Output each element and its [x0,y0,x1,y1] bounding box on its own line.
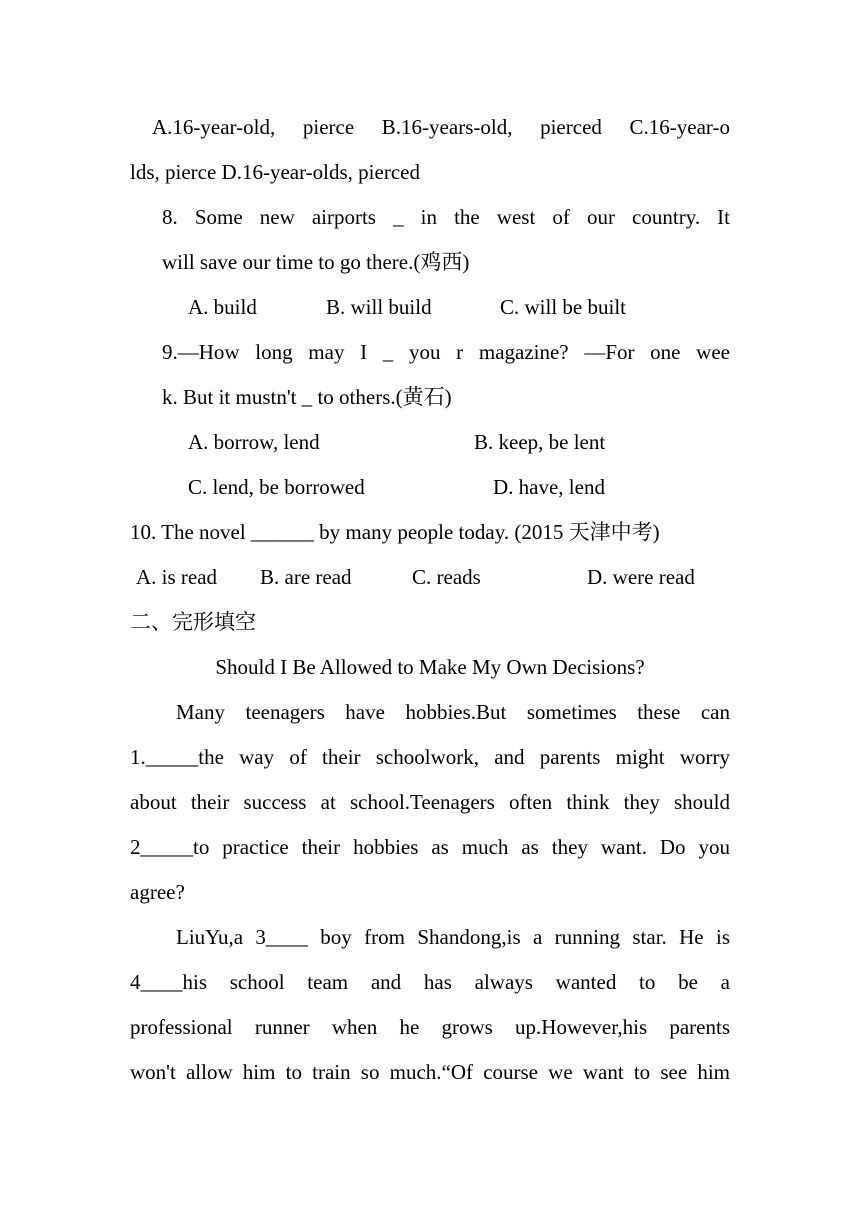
q8-option-b: B. will build [326,295,432,319]
q9-stem-line-2: k. But it mustn't _ to others.(黄石) [162,385,452,409]
passage-line: Many teenagers have hobbies.But sometimes these can [176,700,730,724]
passage-line: won't allow him to train so much.“Of course we want to see him [130,1060,730,1084]
q8-option-c: C. will be built [500,295,626,319]
q8-option-a: A. build [188,295,257,319]
q8-stem-line-2: will save our time to go there.(鸡西) [162,250,470,274]
passage-line: professional runner when he grows up.However,his parents [130,1015,730,1039]
passage-line: about their success at school.Teenagers often think they should [130,790,730,814]
section-heading: 二、完形填空 [130,610,256,634]
q10-option-b: B. are read [260,565,352,589]
q9-option-a: A. borrow, lend [188,430,320,454]
q7-options-line-1: A.16-year-old, pierce B.16-years-old, pierced C.16-year-o [152,115,730,139]
passage-line: agree? [130,880,185,904]
passage-line: LiuYu,a 3____ boy from Shandong,is a running star. He is [176,925,730,949]
q9-stem-line-1: 9.—How long may I _ you r magazine? —For one wee [162,340,730,364]
passage-title: Should I Be Allowed to Make My Own Decisions? [215,655,645,679]
passage-line: 2_____to practice their hobbies as much as they want. Do you [130,835,730,859]
q9-option-c: C. lend, be borrowed [188,475,365,499]
q9-option-d: D. have, lend [493,475,605,499]
q10-option-c: C. reads [412,565,481,589]
q10-stem: 10. The novel ______ by many people today. (2015 天津中考) [130,520,660,544]
q10-option-a: A. is read [136,565,218,589]
q7-options-line-2: lds, pierce D.16-year-olds, pierced [130,160,420,184]
q9-option-b: B. keep, be lent [474,430,606,454]
passage-line: 1._____the way of their schoolwork, and parents might worry [130,745,730,769]
q10-option-d: D. were read [587,565,695,589]
passage-line: 4____his school team and has always wanted to be a [130,970,730,994]
q8-stem-line-1: 8. Some new airports _ in the west of our country. It [162,205,730,229]
